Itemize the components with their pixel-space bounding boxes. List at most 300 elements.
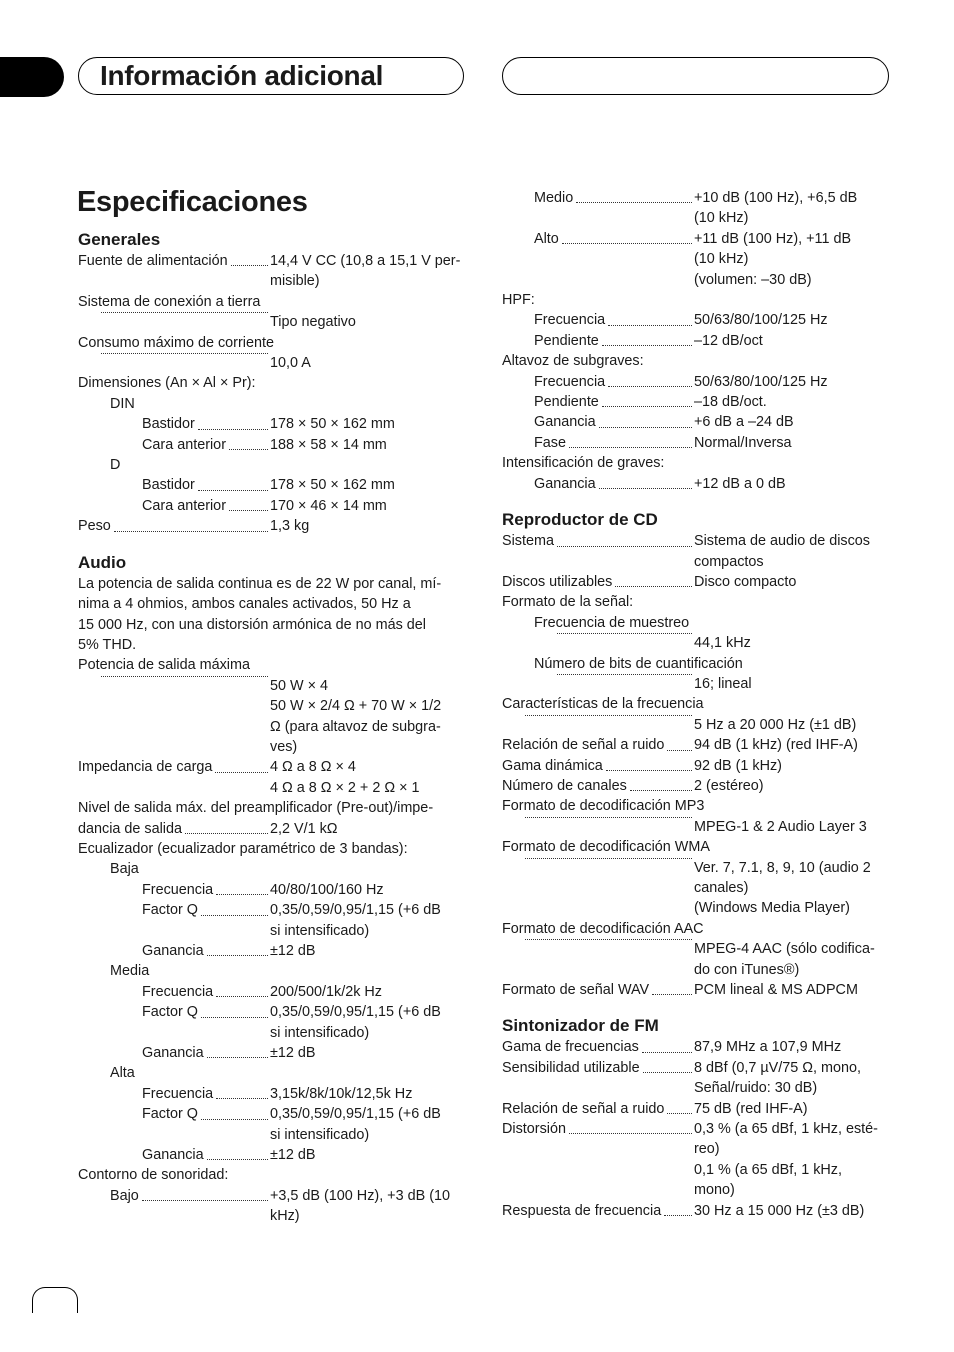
spec-value-line: Ω (para altavoz de subgra- — [270, 718, 441, 735]
spec-label-cell — [78, 1002, 270, 1022]
spec-value-line: ±12 dB — [270, 1147, 316, 1164]
spec-row — [502, 1037, 890, 1057]
spec-value — [270, 1104, 466, 1145]
spec-row — [502, 735, 890, 755]
spec-value — [694, 412, 890, 432]
leader-dots — [602, 406, 692, 407]
spec-value-line: PCM lineal & MS ADPCM — [694, 982, 858, 999]
spec-value-line: si intensificado) — [270, 1126, 370, 1143]
section-header-title: Información adicional — [100, 60, 384, 91]
spec-label: Alta — [110, 1065, 135, 1082]
spec-value-line: 4 Ω a 8 Ω × 4 — [270, 759, 356, 776]
spec-value — [270, 251, 466, 292]
spec-row — [78, 475, 466, 495]
spec-label-cell — [78, 1104, 270, 1124]
spec-value — [270, 312, 466, 332]
spec-row — [502, 412, 890, 432]
spec-row — [502, 1099, 890, 1119]
spec-section — [502, 188, 890, 494]
leader-dots — [216, 1098, 268, 1099]
spec-value — [694, 1119, 890, 1201]
spec-label: Relación de señal a ruido — [502, 737, 665, 754]
spec-value — [270, 1084, 466, 1104]
spec-label-cell — [502, 1037, 694, 1057]
spec-value-line: reo) — [694, 1141, 720, 1158]
spec-value — [270, 880, 466, 900]
spec-label: Frecuencia — [142, 1085, 214, 1102]
spec-value-line: si intensificado) — [270, 922, 370, 939]
spec-value — [270, 900, 466, 941]
spec-label: Factor Q — [142, 1106, 198, 1123]
spec-label-cell — [78, 941, 270, 961]
paragraph-line: La potencia de salida continua es de 22 W por canal, mí- — [78, 575, 442, 592]
spec-value-line: MPEG-1 & 2 Audio Layer 3 — [694, 818, 867, 835]
spec-row — [78, 941, 466, 961]
spec-label: HPF: — [502, 292, 535, 309]
spec-value — [694, 715, 890, 735]
spec-row — [78, 353, 466, 373]
spec-value — [694, 188, 890, 229]
leader-dots — [198, 490, 268, 491]
spec-value — [270, 696, 466, 757]
leader-dots — [562, 243, 692, 244]
spec-value-line: (volumen: –30 dB) — [694, 271, 812, 288]
spec-row — [502, 188, 890, 229]
header-empty-frame — [502, 57, 889, 95]
spec-value-line: Ver. 7, 7.1, 8, 9, 10 (audio 2 — [694, 859, 871, 876]
spec-value-line: 16; lineal — [694, 675, 752, 692]
leader-dots — [664, 1215, 692, 1216]
spec-row — [78, 819, 466, 839]
spec-label: Distorsión — [502, 1121, 566, 1138]
leader-dots — [599, 488, 692, 489]
section-heading: Sintonizador de FM — [502, 1016, 659, 1036]
page-title: Especificaciones — [77, 186, 308, 218]
spec-label-cell — [502, 412, 694, 432]
spec-value-line: +12 dB a 0 dB — [694, 475, 786, 492]
spec-label: Factor Q — [142, 1004, 198, 1021]
spec-value-line: 3,15k/8k/10k/12,5k Hz — [270, 1085, 413, 1102]
spec-row — [78, 1186, 466, 1227]
spec-label: Dimensiones (An × Al × Pr): — [78, 375, 256, 392]
spec-value-line: 170 × 46 × 14 mm — [270, 497, 387, 514]
spec-value — [694, 229, 890, 290]
leader-dots — [615, 586, 692, 587]
spec-value-line: do con iTunes®) — [694, 961, 800, 978]
spec-label: Respuesta de frecuencia — [502, 1202, 662, 1219]
spec-value-line: –12 dB/oct — [694, 332, 763, 349]
leader-dots — [642, 1052, 692, 1053]
spec-label: Potencia de salida máxima — [78, 657, 250, 674]
spec-row — [502, 817, 890, 837]
spec-section — [78, 553, 466, 1227]
spec-label: Formato de decodificación MP3 — [502, 798, 705, 815]
spec-label: Formato de decodificación AAC — [502, 920, 704, 937]
leader-dots — [215, 772, 268, 773]
spec-label: Ganancia — [534, 475, 596, 492]
paragraph-line: 15 000 Hz, con una distorsión armónica de no más del — [78, 616, 426, 633]
spec-label: Gama dinámica — [502, 757, 603, 774]
spec-row — [78, 1002, 466, 1043]
spec-value-line: misible) — [270, 273, 320, 290]
spec-label-cell — [502, 980, 694, 1000]
spec-label-cell — [78, 819, 270, 839]
section-heading: Reproductor de CD — [502, 510, 658, 530]
spec-label: D — [110, 457, 121, 474]
spec-label: Cara anterior — [142, 436, 226, 453]
leader-dots — [201, 1017, 268, 1018]
spec-row — [502, 229, 890, 290]
spec-label-cell — [78, 414, 270, 434]
spec-label: Frecuencia — [534, 373, 606, 390]
leader-dots — [207, 1057, 268, 1058]
spec-label-cell — [502, 735, 694, 755]
spec-label: Fase — [534, 434, 566, 451]
spec-row — [502, 858, 890, 919]
spec-label: Frecuencia — [534, 312, 606, 329]
spec-value — [694, 331, 890, 351]
spec-value — [694, 1058, 890, 1099]
leader-dots — [101, 312, 268, 313]
spec-row — [502, 776, 890, 796]
spec-row — [78, 982, 466, 1002]
spec-value-line: 0,1 % (a 65 dBf, 1 kHz, — [694, 1161, 842, 1178]
spec-label-cell — [78, 496, 270, 516]
spec-row — [78, 900, 466, 941]
spec-value-line: 2 (estéreo) — [694, 777, 764, 794]
spec-value — [694, 310, 890, 330]
leader-dots — [525, 939, 692, 940]
spec-label-cell — [502, 474, 694, 494]
spec-label: Gama de frecuencias — [502, 1039, 639, 1056]
spec-value — [270, 778, 466, 798]
spec-value-line: Señal/ruido: 30 dB) — [694, 1080, 818, 1097]
spec-label: Ganancia — [142, 943, 204, 959]
spec-row — [502, 633, 890, 653]
spec-row — [502, 1201, 890, 1221]
spec-value-line: 75 dB (red IHF-A) — [694, 1100, 808, 1117]
spec-value-line: Normal/Inversa — [694, 434, 792, 451]
leader-dots — [569, 447, 692, 448]
spec-label: Bajo — [110, 1187, 139, 1204]
spec-value — [270, 353, 466, 373]
spec-value-line: 87,9 MHz a 107,9 MHz — [694, 1039, 842, 1056]
spec-value-line: ves) — [270, 738, 298, 755]
spec-value-line: 178 × 50 × 162 mm — [270, 416, 395, 433]
section-heading: Audio — [78, 552, 127, 572]
spec-value — [270, 475, 466, 495]
spec-label: Alto — [534, 230, 559, 247]
spec-value-line: 10,0 A — [270, 355, 311, 372]
spec-label: Ecualizador (ecualizador paramétrico de 3 bandas): — [78, 840, 408, 857]
spec-label: Media — [110, 963, 150, 980]
spec-value-line: 0,35/0,59/0,95/1,15 (+6 dB — [270, 1004, 441, 1021]
spec-value-line: 188 × 58 × 14 mm — [270, 436, 387, 453]
spec-value-line: compactos — [694, 553, 764, 570]
spec-value-line: (10 kHz) — [694, 251, 749, 268]
leader-dots — [667, 1113, 692, 1114]
spec-value-line: Sistema de audio de discos — [694, 533, 870, 550]
spec-row — [78, 312, 466, 332]
spec-label-cell — [502, 310, 694, 330]
spec-value — [270, 516, 466, 536]
spec-value — [694, 735, 890, 755]
spec-label-cell — [502, 229, 694, 249]
leader-dots — [599, 427, 692, 428]
spec-label: dancia de salida — [78, 820, 183, 837]
spec-label-cell — [78, 880, 270, 900]
spec-value — [694, 474, 890, 494]
paragraph-line: 5% THD. — [78, 636, 137, 653]
spec-label: Características de la frecuencia — [502, 696, 704, 713]
leader-dots — [114, 531, 268, 532]
spec-row — [78, 880, 466, 900]
spec-label-cell — [502, 756, 694, 776]
spec-label: Formato de señal WAV — [502, 982, 650, 999]
spec-value-line: MPEG-4 AAC (sólo codifica- — [694, 941, 875, 958]
spec-value — [694, 572, 890, 592]
leader-dots — [229, 510, 268, 511]
paragraph-line: nima a 4 ohmios, ambos canales activados, 50 Hz a — [78, 596, 411, 613]
spec-label-cell — [78, 312, 270, 318]
spec-value-line: si intensificado) — [270, 1024, 370, 1041]
spec-value-line: 0,3 % (a 65 dBf, 1 kHz, esté- — [694, 1121, 878, 1138]
leader-dots — [216, 894, 268, 895]
leader-dots — [608, 325, 692, 326]
leader-dots — [231, 265, 268, 266]
spec-label-cell — [502, 572, 694, 592]
spec-value — [694, 433, 890, 453]
spec-value-line: +3,5 dB (100 Hz), +3 dB (10 — [270, 1187, 450, 1204]
spec-value — [694, 392, 890, 412]
spec-row — [502, 715, 890, 735]
spec-row — [502, 531, 890, 572]
leader-dots — [608, 386, 692, 387]
spec-label: Bastidor — [142, 477, 195, 494]
spec-row — [502, 392, 890, 412]
leader-dots — [229, 449, 268, 450]
spec-label: Bastidor — [142, 416, 195, 433]
spec-label: Baja — [110, 861, 139, 878]
spec-label: Pendiente — [534, 394, 599, 411]
leader-dots — [630, 790, 692, 791]
spec-label-cell — [78, 982, 270, 1002]
leader-dots — [557, 674, 692, 675]
spec-row — [78, 251, 466, 292]
spec-label-cell — [78, 1186, 270, 1206]
spec-label: Contorno de sonoridad: — [78, 1167, 229, 1184]
spec-row — [78, 414, 466, 434]
leader-dots — [207, 955, 268, 956]
spec-value-line: 0,35/0,59/0,95/1,15 (+6 dB — [270, 902, 441, 919]
spec-value — [694, 372, 890, 392]
spec-label: Pendiente — [534, 332, 599, 349]
spec-value-line: Tipo negativo — [270, 314, 356, 331]
spec-value-line: 44,1 kHz — [694, 635, 751, 652]
spec-label-cell — [502, 433, 694, 453]
spec-column-right — [502, 188, 890, 1237]
spec-value-line: +6 dB a –24 dB — [694, 414, 794, 431]
spec-label: Frecuencia — [142, 881, 214, 898]
spec-value-line: 94 dB (1 kHz) (red IHF-A) — [694, 737, 858, 754]
spec-value-line: ±12 dB — [270, 943, 316, 959]
spec-value-line: 0,35/0,59/0,95/1,15 (+6 dB — [270, 1106, 441, 1123]
leader-dots — [101, 676, 268, 677]
spec-value — [270, 757, 466, 777]
spec-label: Ganancia — [142, 1147, 204, 1164]
spec-row — [78, 496, 466, 516]
spec-value — [694, 756, 890, 776]
spec-row — [502, 310, 890, 330]
spec-label-cell — [502, 331, 694, 351]
spec-row — [502, 372, 890, 392]
spec-value-line: 200/500/1k/2k Hz — [270, 983, 382, 1000]
spec-value-line: 2,2 V/1 kΩ — [270, 820, 338, 837]
leader-dots — [201, 915, 268, 916]
spec-row — [502, 1058, 890, 1099]
spec-label-cell — [502, 372, 694, 392]
spec-value-line: 50/63/80/100/125 Hz — [694, 312, 828, 329]
spec-label-cell — [502, 1099, 694, 1119]
spec-label: Sensibilidad utilizable — [502, 1059, 640, 1076]
spec-value-line: canales) — [694, 880, 749, 896]
spec-row — [78, 778, 466, 798]
spec-value-line: 50 W × 4 — [270, 677, 328, 694]
spec-row — [78, 1043, 466, 1063]
spec-value — [694, 939, 890, 980]
spec-label: Relación de señal a ruido — [502, 1100, 665, 1117]
spec-value-line: +10 dB (100 Hz), +6,5 dB — [694, 190, 858, 206]
spec-value — [270, 819, 466, 839]
spec-value-line: ±12 dB — [270, 1045, 316, 1062]
spec-label-cell — [502, 531, 694, 551]
chapter-tab-marker — [0, 57, 64, 97]
spec-label: Consumo máximo de corriente — [78, 334, 274, 351]
spec-label: Impedancia de carga — [78, 759, 213, 776]
leader-dots — [185, 833, 268, 834]
spec-label-cell — [78, 1145, 270, 1165]
leader-dots — [201, 1119, 268, 1120]
spec-label-cell — [78, 1084, 270, 1104]
spec-section — [78, 230, 466, 537]
spec-label-cell — [78, 435, 270, 455]
spec-label: Sistema de conexión a tierra — [78, 293, 261, 310]
leader-dots — [643, 1072, 692, 1073]
spec-row — [502, 980, 890, 1000]
spec-label-cell — [78, 1043, 270, 1063]
spec-label-cell — [78, 516, 270, 536]
spec-label-cell — [502, 674, 694, 680]
spec-value — [694, 776, 890, 796]
spec-section — [502, 510, 890, 1000]
spec-label-cell — [78, 251, 270, 271]
spec-label: Medio — [534, 190, 574, 206]
leader-dots — [525, 858, 692, 859]
spec-value-line: kHz) — [270, 1208, 300, 1225]
spec-value — [694, 674, 890, 694]
spec-label: Formato de decodificación WMA — [502, 839, 710, 856]
spec-value-line: 14,4 V CC (10,8 a 15,1 V per- — [270, 253, 461, 269]
spec-row — [78, 1104, 466, 1145]
leader-dots — [101, 353, 268, 354]
spec-label: Frecuencia — [142, 983, 214, 1000]
spec-row — [78, 676, 466, 696]
leader-dots — [667, 750, 692, 751]
spec-label-cell — [502, 392, 694, 412]
spec-value — [694, 633, 890, 653]
spec-label: Intensificación de graves: — [502, 455, 665, 472]
leader-dots — [216, 996, 268, 997]
spec-value-line: 178 × 50 × 162 mm — [270, 477, 395, 494]
leader-dots — [525, 817, 692, 818]
spec-label-cell — [502, 715, 694, 721]
spec-label: Número de canales — [502, 777, 627, 794]
spec-row — [78, 435, 466, 455]
spec-value-line: 5 Hz a 20 000 Hz (±1 dB) — [694, 716, 857, 733]
spec-value-line: 8 dBf (0,7 µV/75 Ω, mono, — [694, 1059, 862, 1076]
spec-value — [694, 817, 890, 837]
leader-dots — [606, 770, 692, 771]
spec-value-line: (10 kHz) — [694, 210, 749, 227]
spec-value-line: 4 Ω a 8 Ω × 2 + 2 Ω × 1 — [270, 779, 420, 796]
spec-value — [270, 1145, 466, 1165]
spec-label: Nivel de salida máx. del preamplificador (Pre-out)/impe- — [78, 800, 434, 817]
leader-dots — [569, 1133, 692, 1134]
spec-label-cell — [502, 817, 694, 823]
spec-label: Cara anterior — [142, 497, 226, 514]
spec-label-cell — [502, 1119, 694, 1139]
spec-label: Discos utilizables — [502, 573, 613, 590]
spec-label-cell — [502, 776, 694, 796]
spec-value-line: 30 Hz a 15 000 Hz (±3 dB) — [694, 1202, 865, 1219]
spec-value — [270, 941, 466, 961]
section-heading: Generales — [78, 230, 161, 249]
spec-label-cell — [78, 353, 270, 359]
spec-value — [694, 531, 890, 572]
leader-dots — [525, 715, 692, 716]
spec-label: Altavoz de subgraves: — [502, 353, 644, 370]
spec-row — [78, 1084, 466, 1104]
spec-value — [694, 980, 890, 1000]
spec-label-cell — [78, 900, 270, 920]
leader-dots — [142, 1200, 268, 1201]
spec-label-cell — [502, 188, 694, 208]
spec-value-line: 92 dB (1 kHz) — [694, 757, 782, 774]
spec-value — [694, 1099, 890, 1119]
spec-paragraph — [78, 574, 466, 656]
spec-value — [270, 1043, 466, 1063]
spec-section — [502, 1016, 890, 1221]
spec-label: Ganancia — [534, 414, 596, 431]
leader-dots — [602, 345, 692, 346]
spec-label: Sistema — [502, 533, 554, 550]
spec-label: Ganancia — [142, 1045, 204, 1062]
leader-dots — [557, 546, 692, 547]
spec-row — [502, 331, 890, 351]
spec-value-line: –18 dB/oct. — [694, 394, 767, 411]
leader-dots — [557, 633, 692, 634]
spec-label: Número de bits de cuantificación — [534, 655, 743, 672]
spec-label: Fuente de alimentación — [78, 253, 228, 269]
spec-value-line: 50 W × 2/4 Ω + 70 W × 1/2 — [270, 698, 442, 715]
spec-value-line: 1,3 kg — [270, 518, 310, 535]
spec-label-cell — [502, 1201, 694, 1221]
spec-value — [270, 435, 466, 455]
page-number-tab — [32, 1287, 78, 1313]
spec-label: Peso — [78, 518, 111, 535]
spec-column-left — [78, 230, 466, 1243]
spec-value — [270, 414, 466, 434]
